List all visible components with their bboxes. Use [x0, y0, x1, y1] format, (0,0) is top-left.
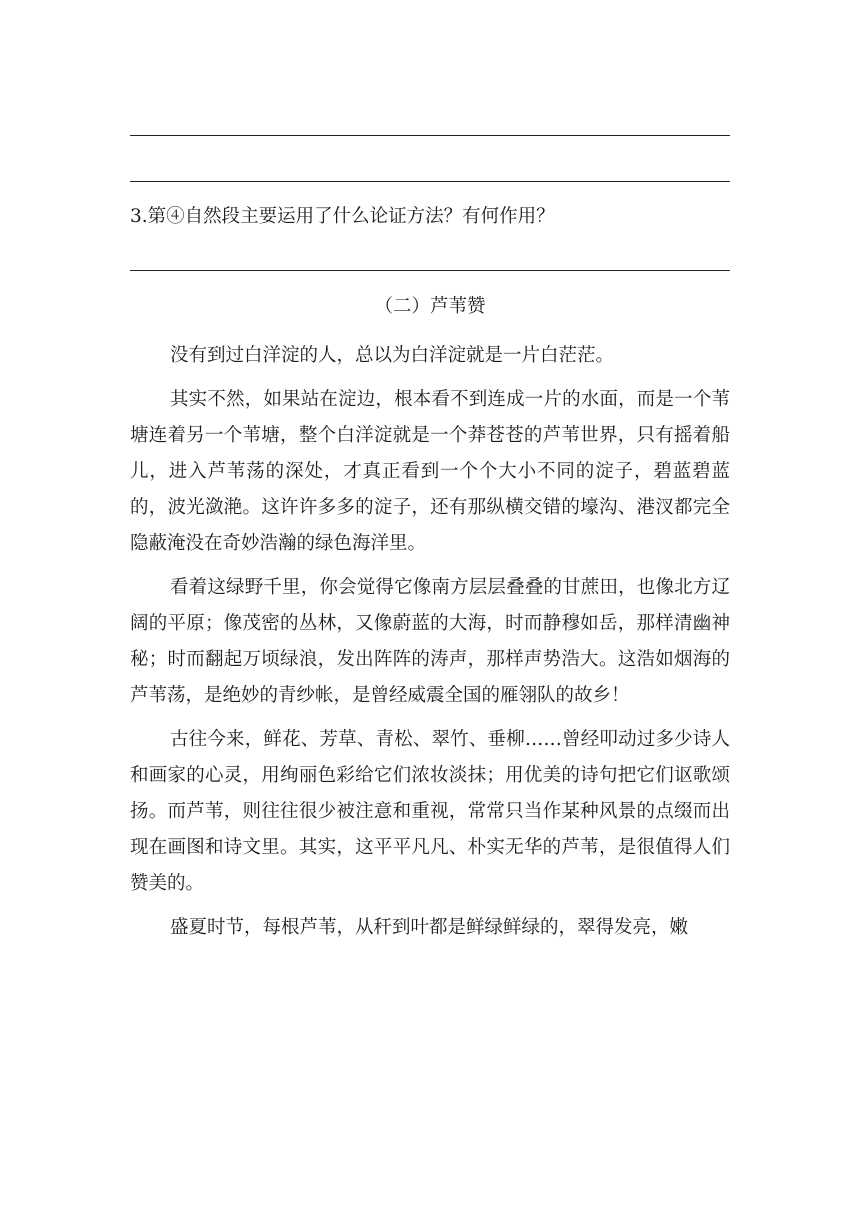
paragraph: 盛夏时节，每根芦苇，从秆到叶都是鲜绿鲜绿的，翠得发亮，嫩 [170, 917, 689, 938]
answer-line [130, 135, 730, 136]
question-text: 3.第④自然段主要运用了什么论证方法？有何作用？ [130, 206, 555, 227]
paragraph: 看着这绿野千里，你会觉得它像南方层层叠叠的甘蔗田，也像北方辽阔的平原；像茂密的丛林，又像蔚蓝的大海，时而静穆如岳，那样清幽神秘；时而翻起万顷绿浪，发出阵阵的涛声，那样声势浩大。这浩如烟海的芦苇荡，是绝妙的青纱帐，是曾经威震全国的雁翎队的故乡！ [130, 577, 730, 706]
paragraph: 古往今来，鲜花、芳草、青松、翠竹、垂柳……曾经叩动过多少诗人和画家的心灵，用绚丽色彩给它们浓妆淡抹；用优美的诗句把它们讴歌颂扬。而芦苇，则往往很少被注意和重视，常常只当作某种风景的点缀而出现在画图和诗文里。其实，这平平凡凡、朴实无华的芦苇，是很值得人们赞美的。 [130, 729, 730, 894]
section-title: （二）芦苇赞 [374, 296, 486, 317]
paragraph: 其实不然，如果站在淀边，根本看不到连成一片的水面，而是一个苇塘连着另一个苇塘，整个白洋淀就是一个莽苍苍的芦苇世界，只有摇着船儿，进入芦苇荡的深处，才真正看到一个个大小不同的淀子，碧蓝碧蓝的，波光潋滟。这许许多多的淀子，还有那纵横交错的壕沟、港汊都完全隐蔽淹没在奇妙浩瀚的绿色海洋里。 [130, 389, 730, 554]
passage [130, 338, 730, 954]
answer-line [130, 181, 730, 182]
answer-line [130, 270, 730, 271]
paragraph: 没有到过白洋淀的人，总以为白洋淀就是一片白茫茫。 [170, 345, 615, 366]
